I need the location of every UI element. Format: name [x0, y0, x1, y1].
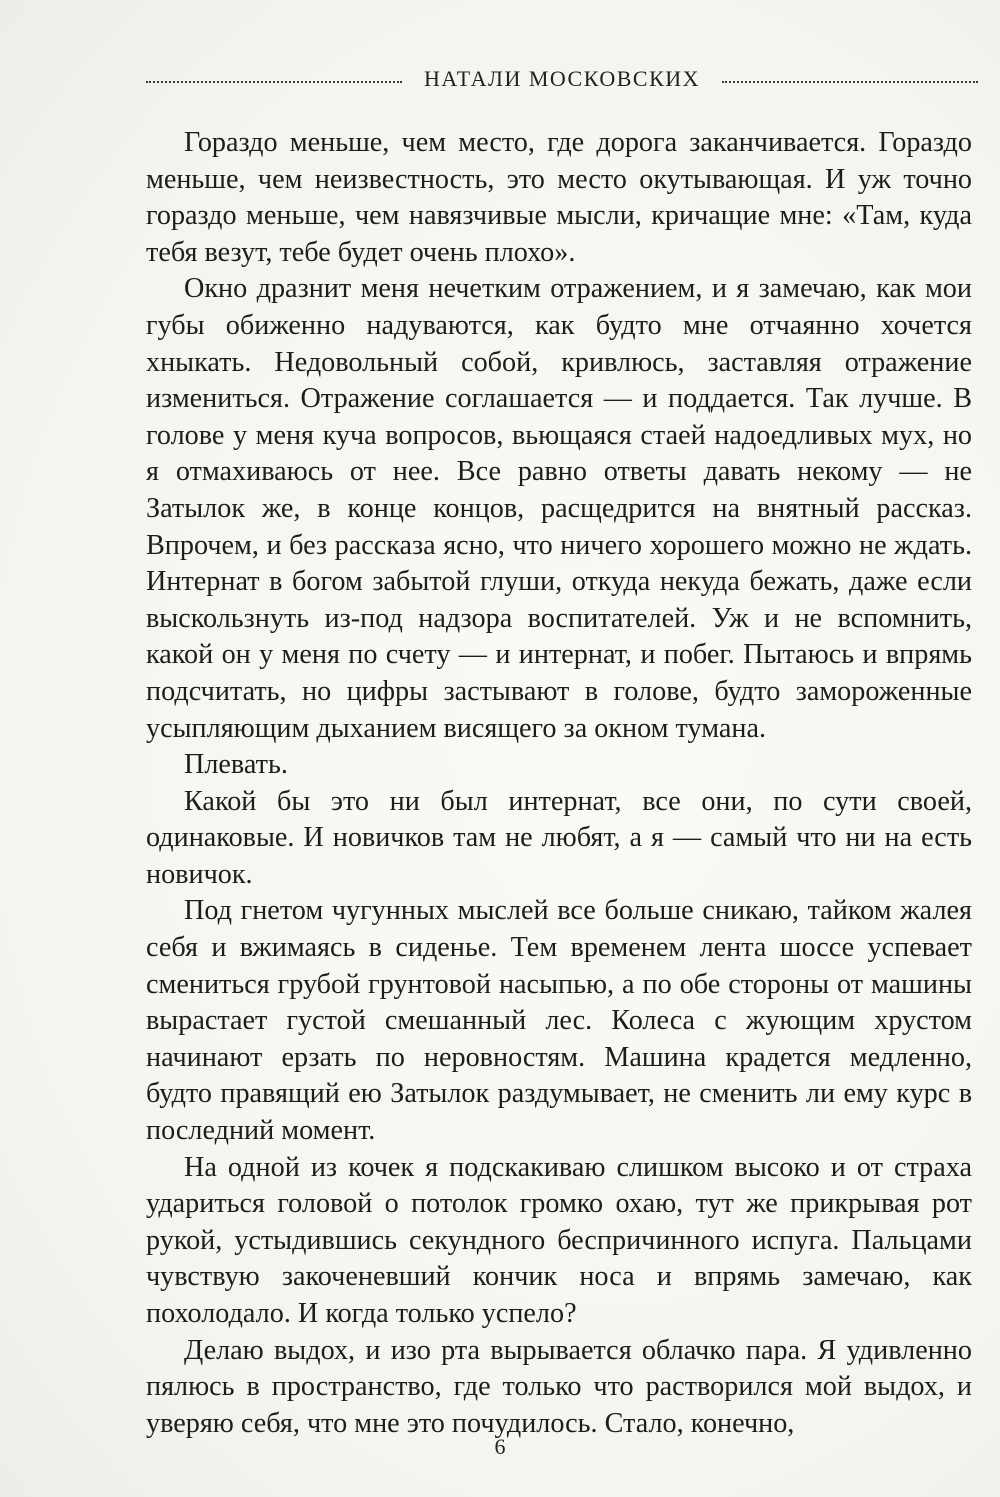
running-head	[146, 64, 978, 94]
author-name-header: НАТАЛИ МОСКОВСКИХ	[423, 66, 701, 91]
paragraph-3: Плевать.	[184, 749, 288, 781]
paragraph-5: Под гнетом чугунных мыслей все больше сникаю, тайком жалея себя и вжимаясь в сиденье. Тем временем лента шоссе успевает смениться грубой грунтовой насыпью, а по обе стороны от машины вырастает густой смешанный лес. Колеса с жующим хрустом начинают ерзать по неровностям. Машина крадется медленно, будто правящий ею Затылок раздумывает, не сменить ли ему курс в последний момент.	[146, 895, 972, 1147]
dotted-rule-right	[722, 81, 978, 83]
body-text	[146, 125, 972, 1442]
dotted-rule-left	[146, 81, 402, 83]
paragraph-2: Окно дразнит меня нечетким отражением, и я замечаю, как мои губы обиженно надуваются, как будто мне отчаянно хочется хныкать. Недовольный собой, кривлюсь, заставляя отражение измениться. Отражение соглашается — и поддается. Так лучше. В голове у меня куча вопросов, вьющаяся стаей надоедливых мух, но я отмахиваюсь от нее. Все равно ответы давать некому — не Затылок же, в конце концов, расщедрится на внятный рассказ. Впрочем, и без рассказа ясно, что ничего хорошего можно не ждать. Интернат в богом забытой глуши, откуда некуда бежать, даже если выскользнуть из-под надзора воспитателей. Уж и не вспомнить, какой он у меня по счету — и интернат, и побег. Пытаюсь и впрямь подсчитать, но цифры застывают в голове, будто замороженные усыпляющим дыханием висящего за окном тумана.	[146, 273, 972, 744]
paragraph-1: Гораздо меньше, чем место, где дорога заканчивается. Гораздо меньше, чем неизвестность, это место окутывающая. И уж точно гораздо меньше, чем навязчивые мысли, кричащие мне: «Там, куда тебя везут, тебе будет очень плохо».	[146, 127, 972, 268]
paragraph-4: Какой бы это ни был интернат, все они, по сути своей, одинаковые. И новичков там не любят, а я — самый что ни на есть новичок.	[146, 785, 972, 890]
page-number: 6	[494, 1434, 506, 1459]
paragraph-7: Делаю выдох, и изо рта вырывается облачко пара. Я удивленно пялюсь в пространство, где только что растворился мой выдох, и уверяю себя, что мне это почудилось. Стало, конечно,	[146, 1334, 972, 1439]
paragraph-6: На одной из кочек я подскакиваю слишком высоко и от страха удариться головой о потолок громко охаю, тут же прикрывая рот рукой, устыдившись секундного беспричинного испуга. Пальцами чувствую закоченевший кончик носа и впрямь замечаю, как похолодало. И когда только успело?	[146, 1151, 972, 1329]
